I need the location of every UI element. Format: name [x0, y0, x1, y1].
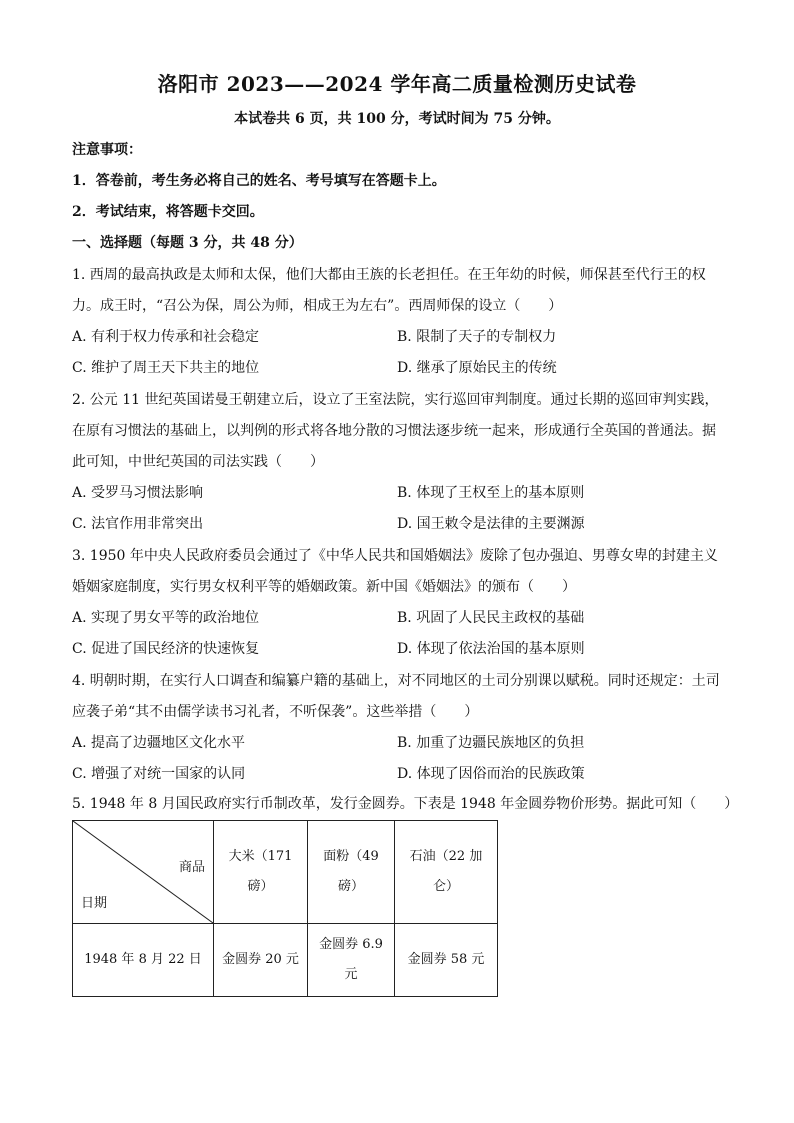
- question-2-option-d: D. 国王敕令是法律的主要渊源: [397, 516, 585, 532]
- corner-label-goods: 商品: [178, 860, 205, 875]
- question-1-line: 1. 西周的最高执政是太师和太保，他们大都由王族的长老担任。在王年幼的时候，师保甚至代行王的权: [72, 267, 706, 283]
- corner-label-date: 日期: [81, 896, 108, 911]
- page-subtitle: 本试卷共 6 页，共 100 分，考试时间为 75 分钟。: [234, 111, 560, 127]
- table-header-cell: [214, 821, 308, 924]
- question-1-option-c: C. 维护了周王天下共主的地位: [72, 360, 260, 376]
- question-4-option-c: C. 增强了对统一国家的认同: [72, 766, 246, 782]
- question-1-option-b: B. 限制了天子的专制权力: [397, 329, 557, 345]
- table-header-cell: [308, 821, 395, 924]
- section-heading: 一、选择题（每题 3 分，共 48 分）: [72, 235, 303, 251]
- question-2-line: 2. 公元 11 世纪英国诺曼王朝建立后，设立了王室法院，实行巡回审判制度。通过长期的巡回审判实践，: [72, 392, 719, 408]
- cell-text: 金圆券 6.9: [319, 937, 383, 952]
- question-3-option-b: B. 巩固了人民民主政权的基础: [397, 610, 585, 626]
- question-2-line: 在原有习惯法的基础上，以判例的形式将各地分散的习惯法逐步统一起来，形成通行全英国的普通法。据: [72, 423, 716, 439]
- header-text: 大米（171: [228, 849, 293, 864]
- question-3-option-d: D. 体现了依法治国的基本原则: [397, 641, 585, 657]
- header-text: 仑）: [432, 879, 459, 894]
- table-cell: 金圆券 20 元: [214, 924, 308, 997]
- question-4-line: 应袭子弟“其不由儒学读书习礼者，不听保袭”。这些举措（ ）: [72, 704, 479, 720]
- question-4-option-a: A. 提高了边疆地区文化水平: [72, 735, 246, 751]
- header-text: 磅）: [247, 879, 274, 894]
- question-2-option-b: B. 体现了王权至上的基本原则: [397, 485, 585, 501]
- question-3-option-c: C. 促进了国民经济的快速恢复: [72, 641, 260, 657]
- table-cell: 金圆券 58 元: [395, 924, 498, 997]
- table-cell-date: 1948 年 8 月 22 日: [73, 924, 214, 997]
- question-3-line: 婚姻家庭制度，实行男女权利平等的婚姻政策。新中国《婚姻法》的颁布（ ）: [72, 579, 576, 595]
- question-1-option-d: D. 继承了原始民主的传统: [397, 360, 557, 376]
- question-2-option-a: A. 受罗马习惯法影响: [72, 485, 204, 501]
- notice-heading: 注意事项：: [72, 142, 142, 158]
- question-1-option-a: A. 有利于权力传承和社会稳定: [72, 329, 260, 345]
- header-text: 磅）: [337, 879, 364, 894]
- question-5-line: 5. 1948 年 8 月国民政府实行币制改革，发行金圆券。下表是 1948 年金圆券物价形势。据此可知（ ）: [72, 796, 739, 812]
- table-header-row: [73, 821, 498, 924]
- question-3-option-a: A. 实现了男女平等的政治地位: [72, 610, 260, 626]
- price-table: [72, 820, 498, 997]
- notice-item: 2．考试结束，将答题卡交回。: [72, 204, 264, 220]
- header-text: 石油（22 加: [409, 849, 483, 864]
- question-3-line: 3. 1950 年中央人民政府委员会通过了《中华人民共和国婚姻法》废除了包办强迫、男尊女卑的封建主义: [72, 548, 718, 564]
- table-row: [73, 924, 498, 997]
- question-1-line: 力。成王时，“召公为保，周公为师，相成王为左右”。西周师保的设立（ ）: [72, 298, 563, 314]
- page-title: 洛阳市 2023——2024 学年高二质量检测历史试卷: [157, 72, 637, 96]
- question-4-option-b: B. 加重了边疆民族地区的负担: [397, 735, 585, 751]
- question-4-option-d: D. 体现了因俗而治的民族政策: [397, 766, 585, 782]
- table-corner-cell: [73, 821, 214, 924]
- table-cell: [308, 924, 395, 997]
- notice-item: 1．答卷前，考生务必将自己的姓名、考号填写在答题卡上。: [72, 173, 446, 189]
- cell-text: 元: [344, 967, 358, 982]
- header-text: 面粉（49: [323, 849, 379, 864]
- question-4-line: 4. 明朝时期，在实行人口调查和编纂户籍的基础上，对不同地区的土司分别课以赋税。同时还规定：土司: [72, 673, 720, 689]
- question-2-line: 此可知，中世纪英国的司法实践（ ）: [72, 454, 324, 470]
- table-header-cell: [395, 821, 498, 924]
- question-2-option-c: C. 法官作用非常突出: [72, 516, 204, 532]
